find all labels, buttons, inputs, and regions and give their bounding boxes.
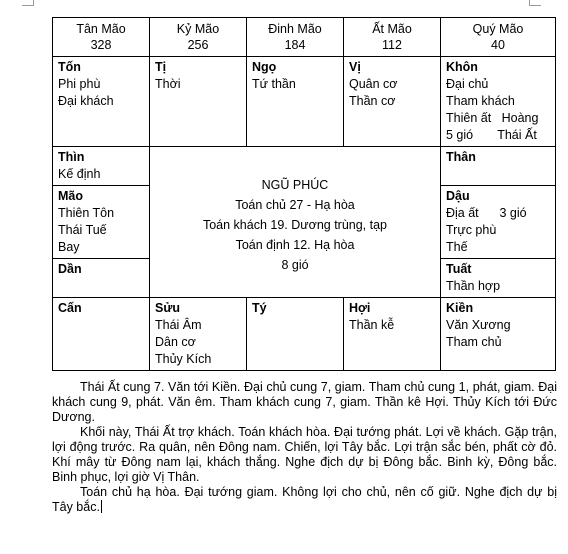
cell-line: Thế xyxy=(446,240,468,254)
cell-title: Khôn xyxy=(446,60,478,74)
cell-khon xyxy=(441,57,556,147)
center-panel xyxy=(150,147,441,298)
cell-can xyxy=(53,298,150,371)
cell-thin xyxy=(53,147,150,186)
cell-line: Địa ất 3 gió xyxy=(446,206,527,220)
header-cell xyxy=(441,18,556,57)
cell-title: Dậu xyxy=(446,189,470,203)
header-cell xyxy=(247,18,344,57)
cell-title: Tuất xyxy=(446,262,472,276)
page-corner-mark-right-h xyxy=(529,5,541,6)
cell-line: Thần kễ xyxy=(349,318,395,332)
cell-tuat xyxy=(441,259,556,298)
header-cell xyxy=(150,18,247,57)
header-cell xyxy=(53,18,150,57)
cell-title: Tý xyxy=(252,301,267,315)
cell-title: Hợi xyxy=(349,301,371,315)
header-name: Kỷ Mão xyxy=(176,22,220,36)
cell-mao xyxy=(53,186,150,259)
cell-line: Tham chủ xyxy=(446,335,502,349)
paragraph-1: Thái Ất cung 7. Văn tới Kiền. Đại chủ cung 7, giam. Tham chủ cung 1, phát, giam. Đại khách cung 9, phát. Văn êm. Tham khách cung 7, giam. Thần kê Hợi. Thủy Kích tới Đức Dương. xyxy=(52,380,557,424)
cell-ti xyxy=(150,57,247,147)
palace-row-top xyxy=(53,57,556,147)
center-line: Toán định 12. Hạ hòa xyxy=(235,238,355,252)
header-name: Ất Mão xyxy=(372,22,412,36)
cell-title: Ngọ xyxy=(252,60,277,74)
palace-row-bottom xyxy=(53,298,556,371)
header-name: Đinh Mão xyxy=(268,22,322,36)
cell-line: Quân cơ xyxy=(349,77,398,91)
page-corner-mark-left-h xyxy=(22,5,34,6)
cell-title: Thân xyxy=(446,150,476,164)
cell-title: Vị xyxy=(349,60,361,74)
cell-line: Đại khách xyxy=(58,94,114,108)
cell-hoi xyxy=(344,298,441,371)
header-number: 40 xyxy=(491,38,505,52)
cell-line: Thời xyxy=(155,77,181,91)
cell-kien xyxy=(441,298,556,371)
cell-line: Thái Âm xyxy=(155,318,202,332)
cell-than xyxy=(441,147,556,186)
text-cursor xyxy=(101,500,102,513)
cell-dan xyxy=(53,259,150,298)
cell-line: Thiên Tôn xyxy=(58,206,115,220)
cell-line: Đại chủ xyxy=(446,77,489,91)
cell-title: Cấn xyxy=(58,301,82,315)
center-line: Toán khách 19. Dương trùng, tạp xyxy=(202,218,388,232)
cell-line: 5 gió Thái Ất xyxy=(446,128,537,142)
cell-title: Tốn xyxy=(58,60,81,74)
cell-line: Kế định xyxy=(58,167,101,181)
chart-table xyxy=(52,17,556,371)
cell-line: Thiên ất Hoàng xyxy=(446,111,539,125)
cell-line: Trực phù xyxy=(446,223,497,237)
cell-line: Tứ thần xyxy=(252,77,296,91)
cell-ty xyxy=(247,298,344,371)
cell-line: Thần hợp xyxy=(446,279,501,293)
center-line: Toán chủ 27 - Hạ hòa xyxy=(235,198,355,212)
header-number: 256 xyxy=(187,38,209,52)
cell-title: Sửu xyxy=(155,301,181,315)
cell-suu xyxy=(150,298,247,371)
paragraph-2: Khối này, Thái Ất trợ khách. Toán khách hòa. Đại tướng phát. Lợi về khách. Gặp trận, lợi động trước. Ra quân, nên Đông nam. Chiến, lợi Tây bắc. Lợi trận sắc bén, phất cờ đỏ. Khí mây từ Đông nam lại, khách thắng. Nghe địch dự bị Đông bắc. Binh kỳ, Đông bắc. Binh phục, lợi giờ Vị Thân. xyxy=(52,425,557,484)
header-name: Quý Mão xyxy=(472,22,524,36)
cell-line: Phi phù xyxy=(58,77,101,91)
header-name: Tân Mão xyxy=(76,22,126,36)
palace-row-2 xyxy=(53,147,556,186)
center-line: 8 gió xyxy=(281,258,309,272)
header-number: 328 xyxy=(90,38,112,52)
paragraph-3 xyxy=(52,485,557,515)
cell-title: Dần xyxy=(58,262,82,276)
cell-line: Thủy Kích xyxy=(155,352,212,366)
cell-line: Tham khách xyxy=(446,94,515,108)
cell-ton xyxy=(53,57,150,147)
cell-ngo xyxy=(247,57,344,147)
header-row xyxy=(53,18,556,57)
header-cell xyxy=(344,18,441,57)
center-title: NGŨ PHÚC xyxy=(261,178,329,192)
cell-vi xyxy=(344,57,441,147)
cell-line: Thái Tuế xyxy=(58,223,107,237)
cell-title: Tị xyxy=(155,60,167,74)
cell-dau xyxy=(441,186,556,259)
cell-title: Kiền xyxy=(446,301,474,315)
cell-line: Dân cơ xyxy=(155,335,196,349)
cell-line: Thần cơ xyxy=(349,94,396,108)
cell-title: Thìn xyxy=(58,150,85,164)
header-number: 184 xyxy=(284,38,306,52)
header-number: 112 xyxy=(382,38,402,52)
cell-line: Bay xyxy=(58,240,80,254)
paragraph-3-text: Toán chủ hạ hòa. Đại tướng giam. Không lợi cho chủ, nên cố giữ. Nghe địch dự bị Tây bắc. xyxy=(52,485,557,514)
cell-line: Văn Xương xyxy=(446,318,511,332)
cell-title: Mão xyxy=(58,189,83,203)
